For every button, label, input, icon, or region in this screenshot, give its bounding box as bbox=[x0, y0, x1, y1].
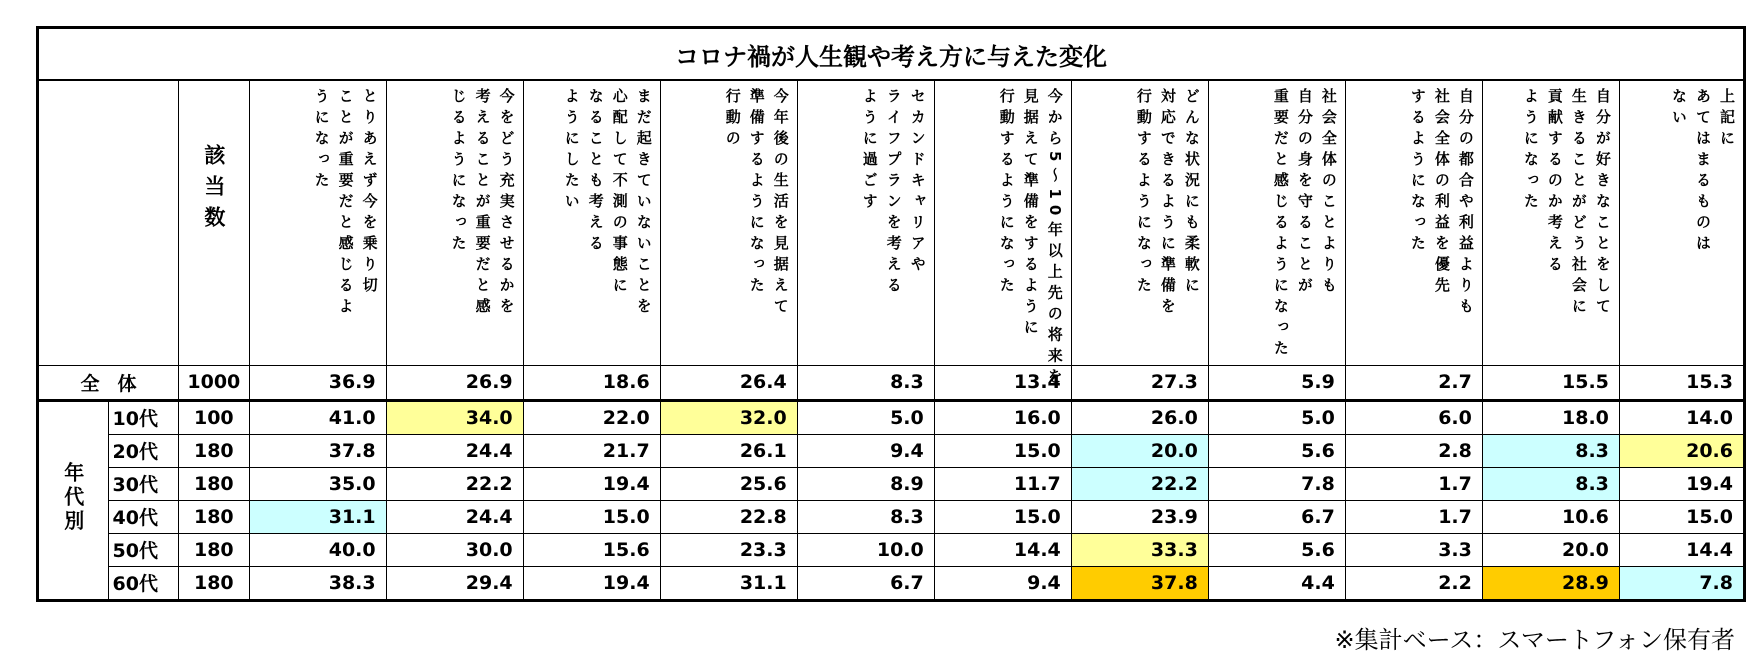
value-cell: 6.7 bbox=[797, 566, 934, 600]
value-cell: 18.0 bbox=[1482, 400, 1619, 434]
total-value: 15.3 bbox=[1619, 365, 1744, 400]
value-cell: 37.8 bbox=[249, 434, 386, 467]
total-value: 8.3 bbox=[797, 365, 934, 400]
results-table bbox=[36, 26, 1746, 602]
value-cell: 22.2 bbox=[386, 467, 523, 500]
header-row bbox=[38, 80, 1745, 365]
table-row bbox=[38, 500, 1745, 533]
value-cell: 24.4 bbox=[386, 434, 523, 467]
value-cell: 33.3 bbox=[1071, 533, 1208, 566]
value-cell: 20.6 bbox=[1619, 434, 1744, 467]
value-cell: 31.1 bbox=[249, 500, 386, 533]
value-cell: 10.6 bbox=[1482, 500, 1619, 533]
value-cell: 1.7 bbox=[1345, 500, 1482, 533]
value-cell: 8.3 bbox=[1482, 467, 1619, 500]
value-cell: 29.4 bbox=[386, 566, 523, 600]
table-title: コロナ禍が人生観や考え方に与えた変化 bbox=[38, 28, 1745, 81]
column-header-3: まだ起きていないことを 心配して不測の事態に なることも考える ようにしたい bbox=[523, 80, 660, 365]
value-cell: 11.7 bbox=[934, 467, 1071, 500]
value-cell: 40.0 bbox=[249, 533, 386, 566]
value-cell: 15.0 bbox=[934, 434, 1071, 467]
value-cell: 31.1 bbox=[660, 566, 797, 600]
total-value: 2.7 bbox=[1345, 365, 1482, 400]
total-value: 13.4 bbox=[934, 365, 1071, 400]
value-cell: 7.8 bbox=[1619, 566, 1744, 600]
age-label: 60代 bbox=[108, 566, 179, 600]
footnote: ※集計ベース：スマートフォン保有者 bbox=[1334, 626, 1735, 654]
value-cell: 14.4 bbox=[1619, 533, 1744, 566]
total-value: 15.5 bbox=[1482, 365, 1619, 400]
value-cell: 24.4 bbox=[386, 500, 523, 533]
value-cell: 26.0 bbox=[1071, 400, 1208, 434]
header-corner bbox=[38, 80, 179, 365]
value-cell: 14.4 bbox=[934, 533, 1071, 566]
value-cell: 28.9 bbox=[1482, 566, 1619, 600]
row-count: 180 bbox=[179, 566, 250, 600]
value-cell: 8.9 bbox=[797, 467, 934, 500]
column-header-7: どんな状況にも柔軟に 対応できるように準備を 行動するようになった bbox=[1071, 80, 1208, 365]
value-cell: 6.7 bbox=[1208, 500, 1345, 533]
value-cell: 19.4 bbox=[523, 566, 660, 600]
value-cell: 32.0 bbox=[660, 400, 797, 434]
value-cell: 15.0 bbox=[523, 500, 660, 533]
age-label: 40代 bbox=[108, 500, 179, 533]
table-row bbox=[38, 467, 1745, 500]
value-cell: 5.0 bbox=[1208, 400, 1345, 434]
total-value: 27.3 bbox=[1071, 365, 1208, 400]
column-header-5: セカンドキャリアや ライフプランを考える ように過ごす bbox=[797, 80, 934, 365]
age-label: 10代 bbox=[108, 400, 179, 434]
row-count: 100 bbox=[179, 400, 250, 434]
table-row bbox=[38, 434, 1745, 467]
total-value: 36.9 bbox=[249, 365, 386, 400]
value-cell: 19.4 bbox=[1619, 467, 1744, 500]
value-cell: 3.3 bbox=[1345, 533, 1482, 566]
column-header-10: 自分が好きなことをして 生きることがどう社会に 貢献するのか考える ようになった bbox=[1482, 80, 1619, 365]
value-cell: 41.0 bbox=[249, 400, 386, 434]
value-cell: 7.8 bbox=[1208, 467, 1345, 500]
total-row bbox=[38, 365, 1745, 400]
value-cell: 19.4 bbox=[523, 467, 660, 500]
value-cell: 21.7 bbox=[523, 434, 660, 467]
total-value: 18.6 bbox=[523, 365, 660, 400]
column-header-1: とりあえず今を乗り切 ことが重要だと感じるよ うになった bbox=[249, 80, 386, 365]
count-header: 該当数 bbox=[179, 80, 250, 365]
column-header-9: 自分の都合や利益よりも 社会全体の利益を優先 するようになった bbox=[1345, 80, 1482, 365]
value-cell: 15.6 bbox=[523, 533, 660, 566]
group-label: 年代別 bbox=[38, 400, 109, 600]
value-cell: 34.0 bbox=[386, 400, 523, 434]
column-header-8: 社会全体のことよりも 自分の身を守ることが 重要だと感じるようになった bbox=[1208, 80, 1345, 365]
value-cell: 22.2 bbox=[1071, 467, 1208, 500]
value-cell: 20.0 bbox=[1482, 533, 1619, 566]
value-cell: 22.0 bbox=[523, 400, 660, 434]
value-cell: 37.8 bbox=[1071, 566, 1208, 600]
value-cell: 4.4 bbox=[1208, 566, 1345, 600]
value-cell: 23.3 bbox=[660, 533, 797, 566]
total-count: 1000 bbox=[179, 365, 250, 400]
value-cell: 23.9 bbox=[1071, 500, 1208, 533]
value-cell: 16.0 bbox=[934, 400, 1071, 434]
column-header-6: 今から5〜10年以上先の将来を 見据えて準備をするように 行動するようになった bbox=[934, 80, 1071, 365]
value-cell: 1.7 bbox=[1345, 467, 1482, 500]
column-header-2: 今をどう充実させるかを 考えることが重要だと感 じるようになった bbox=[386, 80, 523, 365]
column-header-11: 上記に あてはまるものは ない bbox=[1619, 80, 1744, 365]
row-count: 180 bbox=[179, 434, 250, 467]
value-cell: 15.0 bbox=[934, 500, 1071, 533]
total-value: 26.9 bbox=[386, 365, 523, 400]
value-cell: 5.6 bbox=[1208, 533, 1345, 566]
column-header-4: 今年後の生活を見据えて 準備するようになった 行動の bbox=[660, 80, 797, 365]
value-cell: 5.0 bbox=[797, 400, 934, 434]
value-cell: 22.8 bbox=[660, 500, 797, 533]
value-cell: 9.4 bbox=[934, 566, 1071, 600]
total-value: 26.4 bbox=[660, 365, 797, 400]
age-label: 20代 bbox=[108, 434, 179, 467]
value-cell: 20.0 bbox=[1071, 434, 1208, 467]
value-cell: 6.0 bbox=[1345, 400, 1482, 434]
total-label: 全体 bbox=[38, 365, 179, 400]
age-label: 30代 bbox=[108, 467, 179, 500]
row-count: 180 bbox=[179, 533, 250, 566]
table-row bbox=[38, 566, 1745, 600]
age-label: 50代 bbox=[108, 533, 179, 566]
total-value: 5.9 bbox=[1208, 365, 1345, 400]
value-cell: 9.4 bbox=[797, 434, 934, 467]
value-cell: 10.0 bbox=[797, 533, 934, 566]
value-cell: 8.3 bbox=[797, 500, 934, 533]
value-cell: 38.3 bbox=[249, 566, 386, 600]
table-row bbox=[38, 400, 1745, 434]
value-cell: 14.0 bbox=[1619, 400, 1744, 434]
value-cell: 2.2 bbox=[1345, 566, 1482, 600]
value-cell: 30.0 bbox=[386, 533, 523, 566]
row-count: 180 bbox=[179, 500, 250, 533]
value-cell: 15.0 bbox=[1619, 500, 1744, 533]
value-cell: 5.6 bbox=[1208, 434, 1345, 467]
value-cell: 8.3 bbox=[1482, 434, 1619, 467]
value-cell: 26.1 bbox=[660, 434, 797, 467]
value-cell: 35.0 bbox=[249, 467, 386, 500]
row-count: 180 bbox=[179, 467, 250, 500]
value-cell: 2.8 bbox=[1345, 434, 1482, 467]
value-cell: 25.6 bbox=[660, 467, 797, 500]
table-row bbox=[38, 533, 1745, 566]
